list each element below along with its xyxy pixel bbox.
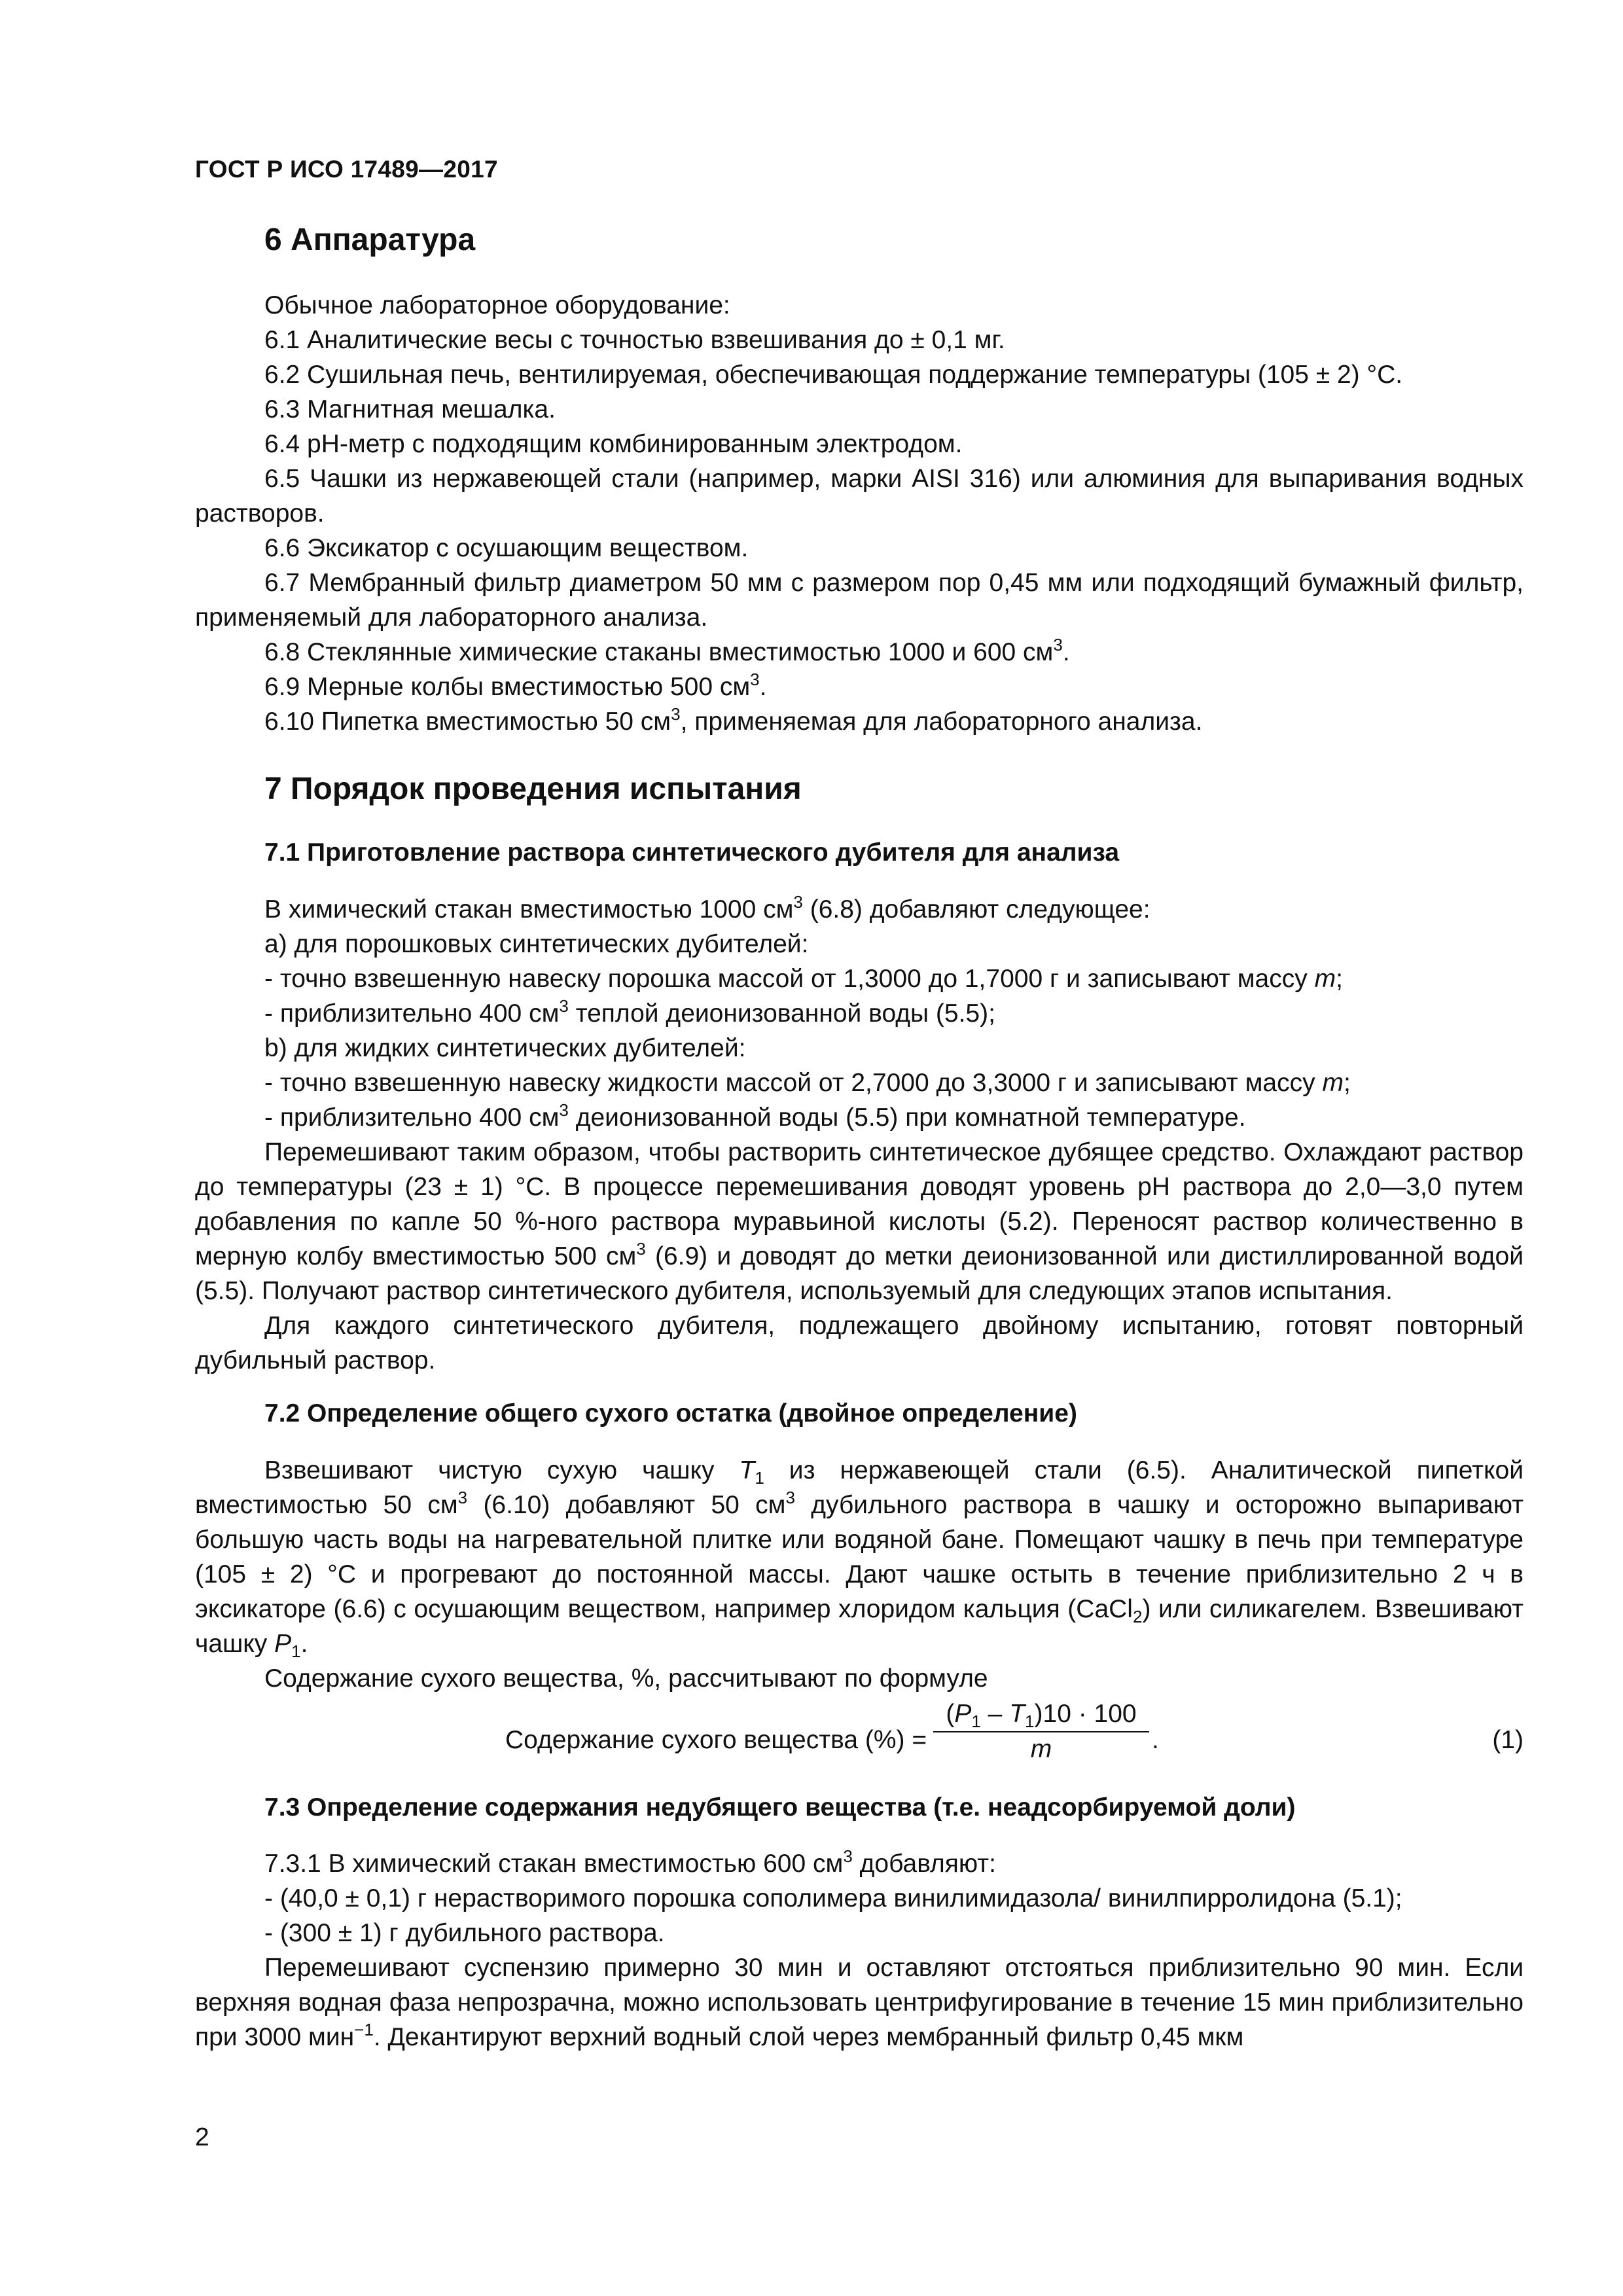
item-6-5: 6.5 Чашки из нержавеющей стали (например, марки AISI 316) или алюминия для выпаривания водных растворов. [195,464,1524,528]
page-content [195,221,1524,2054]
para-7-1-line-3: - точно взвешенную навеску порошка массой от 1,3000 до 1,7000 г и записывают массу m; [264,964,1343,993]
para-7-1-line-7: - приблизительно 400 $см^3$ деионизованной воды (5.5) при комнатной температуре. [264,1100,1246,1132]
item-6-10: 6.10 Пипетка вместимостью 50 $см^3$, применяемая для лабораторного анализа. [264,704,1203,736]
para-7-1-line-2: а) для порошковых синтетических дубителей: [264,929,809,958]
para-7-2-formula-intro: Содержание сухого вещества, %, рассчитывают по формуле [264,1664,988,1693]
item-6-1: 6.1 Аналитические весы с точностью взвешивания до ± 0,1 мг. [264,325,1005,354]
item-6-7: 6.7 Мембранный фильтр диаметром 50 мм с размером пор 0,45 мм или подходящий бумажный фильтр, применяемый для лабораторного анализа. [195,568,1524,632]
item-6-4: 6.4 pH-метр с подходящим комбинированным электродом. [264,429,963,458]
item-6-3: 6.3 Магнитная мешалка. [264,395,556,423]
item-6-8: 6.8 Стеклянные химические стаканы вместимостью 1000 и 600 $см^3$. [264,634,1070,666]
para-7-3-1: 7.3.1 В химический стакан вместимостью 600 $см^3$ добавляют: [264,1846,996,1878]
para-7-1-line-4: - приблизительно 400 $см^3$ теплой деионизованной воды (5.5); [264,996,995,1028]
subsection-7-3-title: 7.3 Определение содержания недубящего вещества (т.е. неадсорбируемой доли) [264,1793,1296,1821]
para-7-2-procedure: Взвешивают чистую сухую чашку $T_1$ из нержавеющей стали (6.5). Аналитической пипеткой вместимостью 50 $см^3$ (6.10) добавляют 50 $см^3$ дубильного раствора в чашку и осторожно выпаривают большую часть воды на нагревательной плитке или водяной бане. Помещают чашку в печь при температуре (105 ± 2) °С и прогревают до постоянной массы. Дают чашке остыть в течение приблизительно 2 ч в эксикаторе (6.6) с осушающим веществом, например хлоридом кальция (CaCl$_2$) или силикагелем. Взвешивают чашку $P_1$. [195,1456,1524,1661]
para-7-1-repeat: Для каждого синтетического дубителя, подлежащего двойному испытанию, готовят повторный дубильный раствор. [195,1311,1524,1374]
formula-fraction [933,1700,1149,1764]
item-6-9: 6.9 Мерные колбы вместимостью 500 $см^3$. [264,669,767,701]
para-7-1-line-5: b) для жидких синтетических дубителей: [264,1033,746,1062]
section-6-title: 6 Аппаратура [264,223,476,257]
para-7-1-line-6: - точно взвешенную навеску жидкости массой от 2,7000 до 3,3000 г и записывают массу m; [264,1068,1351,1097]
document-id: ГОСТ Р ИСО 17489—2017 [195,156,498,183]
page-number: 2 [195,2123,209,2151]
formula-denominator: m [1030,1734,1052,1763]
para-7-3-stirring: Перемешивают суспензию примерно 30 мин и оставляют отстояться приблизительно 90 мин. Если верхняя водная фаза непрозрачна, можно использовать центрифугирование в течение 15 мин приблизительно при 3000 мин$^{-1}$. Декантируют верхний водный слой через мембранный фильтр 0,45 мкм [195,1954,1524,2052]
formula-number: (1) [1492,1725,1524,1754]
para-7-1-line-1: В химический стакан вместимостью 1000 $см^3$ (6.8) добавляют следующее: [264,891,1150,924]
para-7-3-line-2: - (40,0 ± 0,1) г нерастворимого порошка сополимера винилимидазола/ винилпирролидона (5.1); [264,1884,1402,1913]
section-7-title: 7 Порядок проведения испытания [264,771,802,806]
subsection-7-1-title: 7.1 Приготовление раствора синтетического дубителя для анализа [264,838,1120,867]
para-7-3-line-3: - (300 ± 1) г дубильного раствора. [264,1919,665,1948]
formula-numerator: $(P_1 - T_1)10 \cdot 100$ [933,1700,1149,1732]
formula-lhs: Содержание сухого вещества (%) = [505,1725,927,1754]
item-6-2: 6.2 Сушильная печь, вентилируемая, обеспечивающая поддержание температуры (105 ± 2) °С. [264,360,1403,389]
para-7-1-mixing: Перемешивают таким образом, чтобы растворить синтетическое дубящее средство. Охлаждают раствор до температуры (23 ± 1) °С. В процессе перемешивания доводят уровень pH раствора до 2,0—3,0 путем добавления по капле 50 %-ного раствора муравьиной кислоты (5.2). Переносят раствор количественно в мерную колбу вместимостью 500 $см^3$ (6.9) и доводят до метки деионизованной или дистиллированной водой (5.5). Получают раствор синтетического дубителя, используемый для следующих этапов испытания. [195,1138,1524,1305]
section-6-intro: Обычное лабораторное оборудование: [264,291,730,319]
formula-1: Содержание сухого вещества (%) = $\frac{(P_1 - T_1)10 \cdot 100}{m}$ . (1) [505,1699,1524,1763]
subsection-7-2-title: 7.2 Определение общего сухого остатка (двойное определение) [264,1399,1077,1427]
item-6-6: 6.6 Эксикатор с осушающим веществом. [264,533,749,562]
